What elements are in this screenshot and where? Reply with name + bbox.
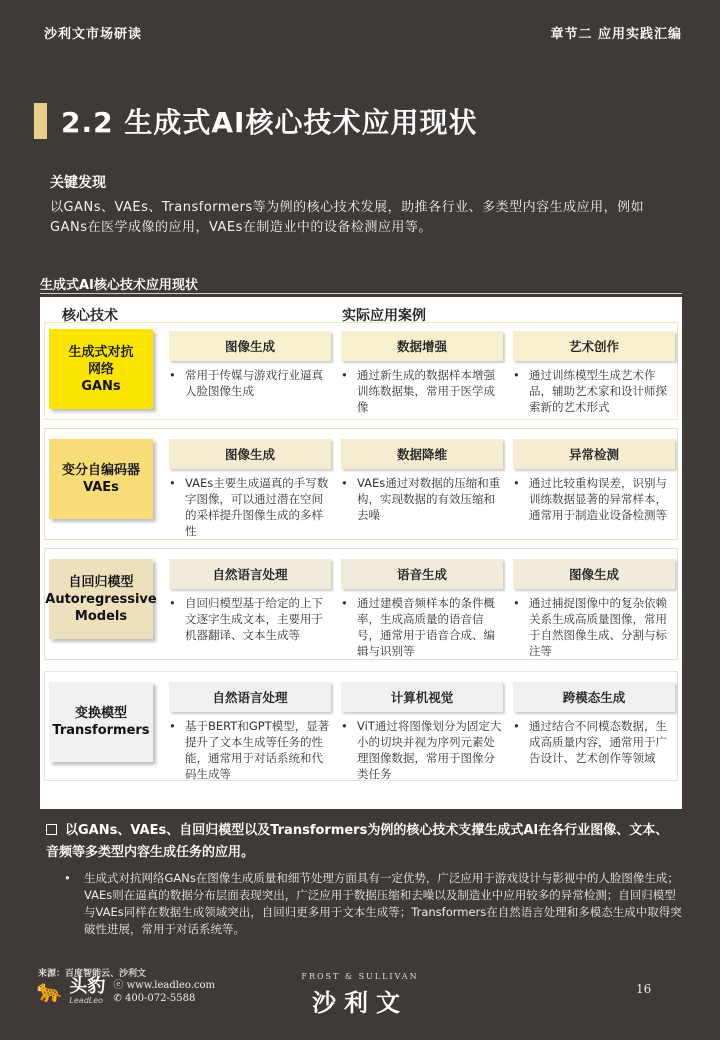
figure-panel: [40, 297, 682, 809]
case-column: [341, 439, 503, 523]
web-icon: ⓔ: [113, 979, 127, 991]
case-description-text: ViT通过将图像划分为固定大小的切块并视为序列元素处理图像数据，常用于图像分类任务: [357, 719, 502, 781]
tech-category-line: 变换模型: [74, 706, 127, 721]
bullet-icon: •: [513, 476, 520, 490]
case-title: 跨模态生成: [513, 682, 675, 712]
case-description-text: 基于BERT和GPT模型，显著提升了文本生成等任务的性能，通常用于对话系统和代码生成等: [185, 719, 330, 781]
tech-category-line: 生成式对抗: [68, 344, 134, 360]
bullet-icon: •: [64, 871, 71, 885]
tech-row: [44, 671, 678, 781]
case-description: [169, 367, 331, 399]
bullet-icon: •: [169, 719, 176, 733]
brand-sub: LeadLeo: [69, 996, 104, 1005]
case-description: [513, 367, 675, 415]
case-description: [513, 595, 675, 659]
case-description-text: 通过结合不同模态数据，生成高质量内容，通常用于广告设计、艺术创作等领域: [529, 719, 667, 765]
bullet-icon: •: [513, 596, 520, 610]
bullet-icon: •: [169, 596, 176, 610]
tech-category: [49, 329, 153, 409]
page-number: 16: [636, 982, 652, 996]
leadleo-logo: [36, 978, 215, 1005]
fs-text: FROST & SULLIVAN: [301, 972, 419, 981]
case-description: [169, 475, 331, 539]
case-description-text: 自回归模型基于给定的上下文逐字生成文本，主要用于机器翻译、文本生成等: [185, 596, 323, 642]
case-description: [341, 367, 503, 415]
tech-category-line: GANs: [81, 378, 121, 394]
tech-category-line: 网络: [87, 361, 114, 377]
top-bar: [0, 0, 720, 64]
case-title: 异常检测: [513, 439, 675, 469]
bullet-icon: •: [169, 368, 176, 382]
case-title: 图像生成: [513, 559, 675, 589]
header-right: 章节二 应用实践汇编: [550, 26, 682, 42]
key-findings-text: 以GANs、VAEs、Transformers等为例的核心技术发展，助推各行业、多类型内容生成应用，例如GANs在医学成像的应用，VAEs在制造业中的设备检测应用等。: [50, 200, 645, 235]
phone-icon: ✆: [113, 992, 125, 1004]
contact-info: [113, 979, 215, 1005]
case-column: [169, 559, 331, 643]
figure-label: 生成式AI核心技术应用现状: [40, 278, 198, 293]
source-note: 来源：百度智能云、沙利文: [38, 969, 147, 979]
checkbox-bullet-icon: [46, 824, 57, 835]
case-column: [169, 682, 331, 782]
case-column: [341, 559, 503, 659]
page-title: 2.2 生成式AI核心技术应用现状: [61, 106, 478, 139]
head-core-tech: 核心技术: [62, 308, 118, 324]
tech-category: [45, 559, 157, 639]
title-accent-bar: [34, 103, 47, 139]
fs-cn: 沙利文: [312, 989, 408, 1017]
case-description: [341, 595, 503, 659]
case-column: [169, 331, 331, 399]
case-title: 语音生成: [341, 559, 503, 589]
bullet-icon: •: [341, 719, 348, 733]
case-description-text: 通过捕捉图像中的复杂依赖关系生成高质量图像，常用于自然图像生成、分割与标注等: [529, 596, 667, 658]
case-description: [341, 718, 503, 782]
case-description: [513, 475, 675, 523]
case-description: [513, 718, 675, 766]
phone: 400-072-5588: [124, 992, 196, 1004]
key-findings-label: 关键发现: [50, 175, 106, 191]
tech-category-line: VAEs: [83, 480, 119, 495]
tech-category-line: Transformers: [52, 723, 150, 738]
case-column: [169, 439, 331, 539]
header-left: 沙利文市场研读: [44, 26, 143, 42]
case-column: [513, 331, 675, 415]
case-description-text: 通过比较重构误差，识别与训练数据显著的异常样本，通常用于制造业设备检测等: [529, 476, 667, 522]
case-column: [513, 559, 675, 659]
summary-main: [46, 820, 680, 864]
case-description-text: 通过新生成的数据样本增强训练数据集，常用于医学成像: [357, 368, 495, 414]
tech-category-line: Autoregressive: [45, 591, 157, 607]
tech-category: [49, 439, 153, 519]
bullet-icon: •: [341, 596, 348, 610]
summary-main-text: 以GANs、VAEs、自回归模型以及Transformers为例的核心技术支撑生成式AI在各行业图像、文本、音频等多类型内容生成任务的应用。: [46, 823, 669, 860]
section-title-row: [34, 102, 477, 140]
bullet-icon: •: [341, 476, 348, 490]
case-description-text: 通过建模音频样本的条件概率，生成高质量的语音信号，通常用于语音合成、编辑与识别等: [357, 596, 495, 658]
case-title: 图像生成: [169, 439, 331, 469]
case-title: 数据降维: [341, 439, 503, 469]
head-cases: 实际应用案例: [342, 308, 426, 324]
brand-name: 头豹: [69, 976, 106, 997]
website[interactable]: www.leadleo.com: [126, 979, 215, 991]
tech-row: [44, 428, 678, 540]
case-description: [169, 718, 331, 782]
case-title: 艺术创作: [513, 331, 675, 361]
summary-sub: [64, 870, 684, 938]
case-title: 计算机视觉: [341, 682, 503, 712]
case-description-text: 通过训练模型生成艺术作品，辅助艺术家和设计师探索新的艺术形式: [529, 368, 667, 414]
tech-category: [49, 682, 153, 762]
case-description-text: VAEs主要生成逼真的手写数字图像，可以通过潜在空间的采样提升图像生成的多样性: [185, 476, 329, 538]
case-column: [513, 439, 675, 523]
case-title: 数据增强: [341, 331, 503, 361]
tech-row: [44, 548, 678, 660]
case-description: [169, 595, 331, 643]
tech-row: [44, 322, 678, 420]
tech-category-line: Models: [74, 608, 128, 624]
case-column: [513, 682, 675, 766]
bullet-icon: •: [513, 719, 520, 733]
summary-sub-text: 生成式对抗网络GANs在图像生成质量和细节处理方面具有一定优势，广泛应用于游戏设计与影视中的人脸图像生成；VAEs则在逼真的数据分布层面表现突出，广泛应用于数据压缩和去噪以及制造业中应用较多的异常检测；自回归模型与VAEs同样在数据生成领域突出，自回归更多用于文本生成等；Transformers在自然语言处理和多模态生成中取得突破性进展，常用于对话系统等。: [84, 871, 682, 936]
case-description: [341, 475, 503, 523]
bullet-icon: •: [341, 368, 348, 382]
leopard-icon: 🐆: [36, 979, 64, 1004]
case-column: [341, 682, 503, 782]
frost-sullivan-logo: [290, 972, 430, 1018]
bullet-icon: •: [169, 476, 176, 490]
case-description-text: 常用于传媒与游戏行业逼真人脸图像生成: [185, 368, 323, 398]
case-description-text: VAEs通过对数据的压缩和重构，实现数据的有效压缩和去噪: [357, 476, 501, 522]
case-title: 图像生成: [169, 331, 331, 361]
bullet-icon: •: [513, 368, 520, 382]
tech-category-line: 自回归模型: [68, 574, 134, 590]
figure-divider: [40, 293, 682, 294]
case-title: 自然语言处理: [169, 559, 331, 589]
case-column: [341, 331, 503, 415]
case-title: 自然语言处理: [169, 682, 331, 712]
tech-category-line: 变分自编码器: [61, 463, 140, 478]
